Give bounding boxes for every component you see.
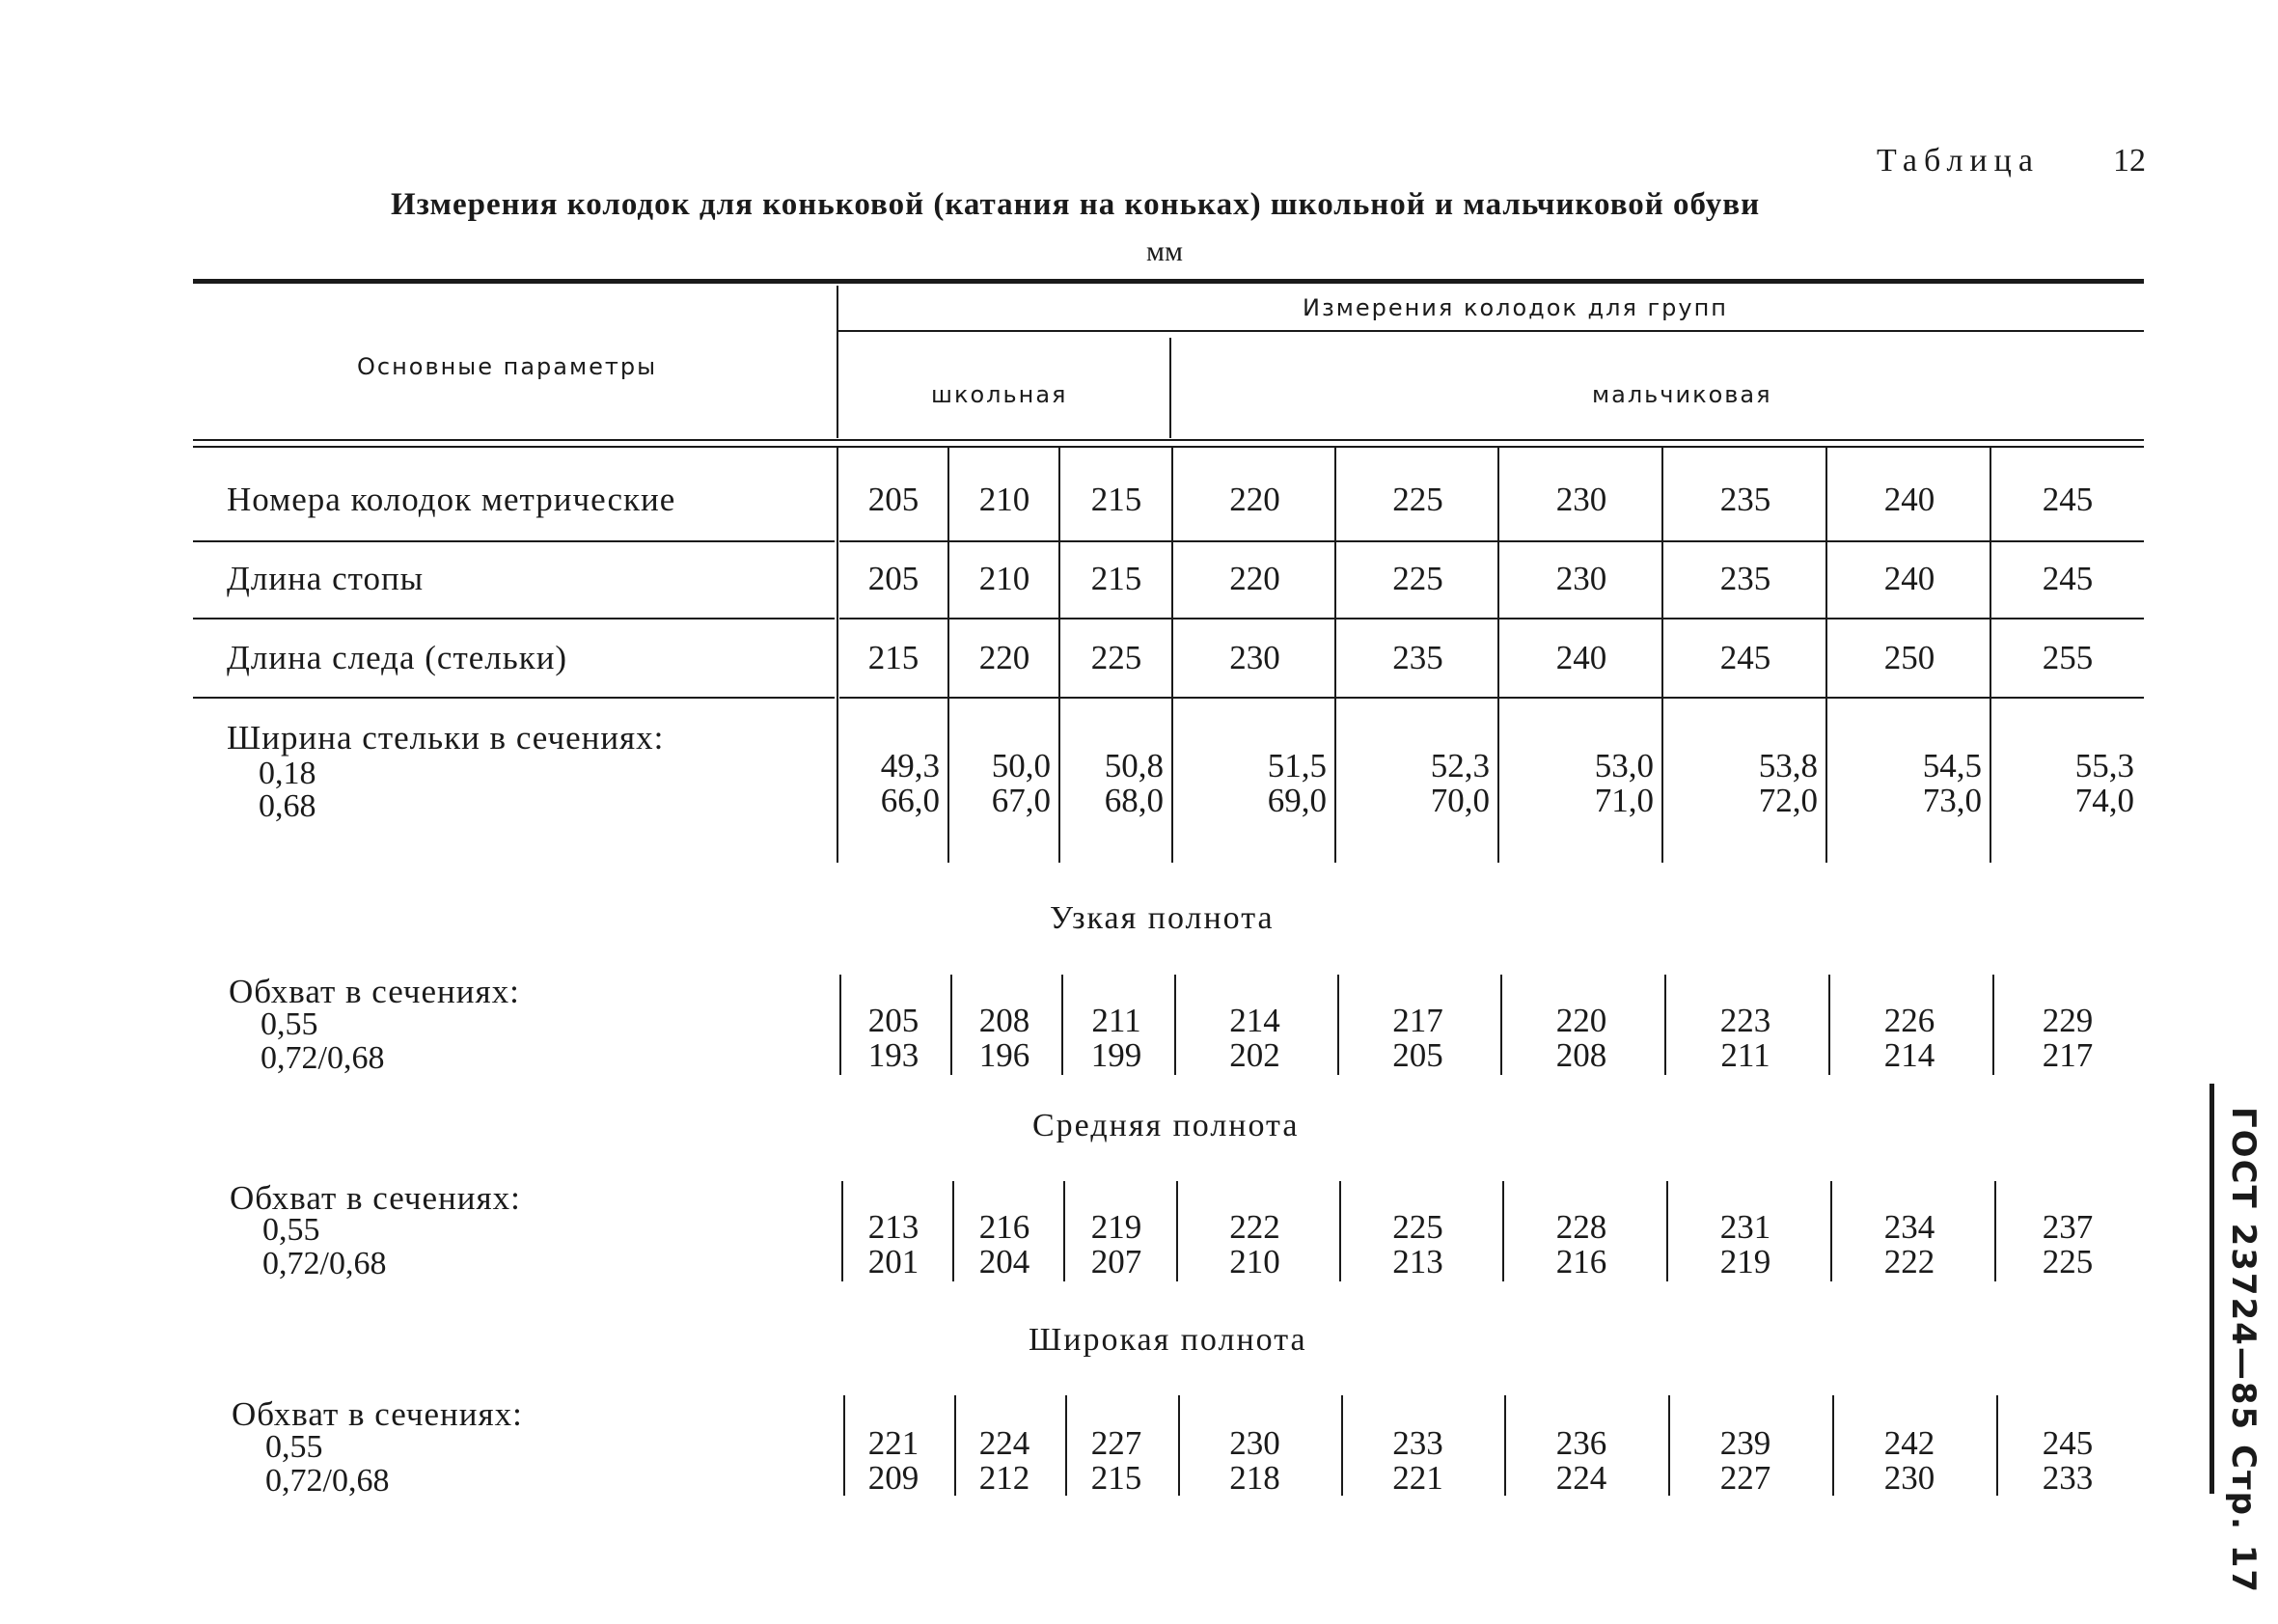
table-cell: 210 xyxy=(978,560,1030,597)
table-cell: 215 xyxy=(867,639,919,676)
side-bar xyxy=(2209,1084,2214,1494)
column-divider xyxy=(837,448,838,863)
column-divider xyxy=(1058,448,1060,863)
table-cell: 71,0 xyxy=(1594,782,1654,819)
table-cell: 216 xyxy=(978,1208,1030,1246)
table-cell: 202 xyxy=(1229,1036,1280,1074)
table-cell: 213 xyxy=(867,1208,919,1246)
table-cell: 222 xyxy=(1883,1243,1935,1280)
table-cell: 215 xyxy=(1090,560,1142,597)
table-cell: 220 xyxy=(978,639,1030,676)
table-cell: 231 xyxy=(1719,1208,1771,1246)
table-cell: 219 xyxy=(1090,1208,1142,1246)
top-rule xyxy=(193,279,2144,284)
table-cell: 51,5 xyxy=(1267,747,1327,784)
table-cell: 224 xyxy=(1555,1459,1607,1497)
row-rule xyxy=(839,618,2144,619)
table-cell: 73,0 xyxy=(1922,782,1982,819)
girth-sub-072: 0,72/0,68 xyxy=(262,1246,387,1281)
table-cell: 207 xyxy=(1090,1243,1142,1280)
params-header: Основные параметры xyxy=(357,353,658,380)
column-divider xyxy=(1171,448,1173,863)
table-cell: 196 xyxy=(978,1036,1030,1074)
side-running-header: ГОСТ 23724—85 Стр. 17 xyxy=(2224,1107,2263,1595)
column-divider xyxy=(1825,448,1827,863)
table-cell: 49,3 xyxy=(880,747,940,784)
table-cell: 245 xyxy=(2042,560,2094,597)
table-cell: 219 xyxy=(1719,1243,1771,1280)
section-title-wide: Широкая полнота xyxy=(1029,1322,1307,1358)
table-cell: 210 xyxy=(1229,1243,1280,1280)
table-cell: 67,0 xyxy=(991,782,1051,819)
units-label: мм xyxy=(1146,235,1183,267)
table-cell: 52,3 xyxy=(1430,747,1490,784)
table-cell: 201 xyxy=(867,1243,919,1280)
table-cell: 208 xyxy=(1555,1036,1607,1074)
table-cell: 211 xyxy=(1091,1002,1141,1039)
column-divider xyxy=(1497,448,1499,863)
table-cell: 212 xyxy=(978,1459,1030,1497)
row-label-insole-width: Ширина стельки в сечениях: xyxy=(227,719,665,757)
table-cell: 205 xyxy=(867,560,919,597)
column-divider xyxy=(947,448,949,863)
table-cell: 66,0 xyxy=(880,782,940,819)
table-cell: 220 xyxy=(1555,1002,1607,1039)
table-cell: 214 xyxy=(1883,1036,1935,1074)
row-rule xyxy=(193,618,835,619)
table-cell: 215 xyxy=(1090,1459,1142,1497)
table-cell: 213 xyxy=(1392,1243,1443,1280)
table-cell: 216 xyxy=(1555,1243,1607,1280)
table-cell: 226 xyxy=(1883,1002,1935,1039)
column-divider xyxy=(1990,448,1991,863)
table-cell: 224 xyxy=(978,1424,1030,1462)
girth-label: Обхват в сечениях: xyxy=(232,1395,523,1433)
section-title-narrow: Узкая полнота xyxy=(1050,900,1275,936)
table-cell: 222 xyxy=(1229,1208,1280,1246)
table-cell: 74,0 xyxy=(2074,782,2134,819)
table-cell: 223 xyxy=(1719,1002,1771,1039)
row-rule xyxy=(193,697,835,699)
girth-label: Обхват в сечениях: xyxy=(229,973,520,1010)
school-header: школьная xyxy=(931,381,1068,408)
table-cell: 245 xyxy=(2042,1424,2094,1462)
table-cell: 235 xyxy=(1719,481,1771,518)
table-cell: 53,0 xyxy=(1594,747,1654,784)
girth-sub-072: 0,72/0,68 xyxy=(261,1040,385,1076)
table-cell: 240 xyxy=(1883,560,1935,597)
table-cell: 69,0 xyxy=(1267,782,1327,819)
table-cell: 228 xyxy=(1555,1208,1607,1246)
table-cell: 205 xyxy=(867,1002,919,1039)
table-cell: 205 xyxy=(867,481,919,518)
table-cell: 211 xyxy=(1720,1036,1770,1074)
section-title-medium: Средняя полнота xyxy=(1032,1108,1300,1143)
table-cell: 215 xyxy=(1090,481,1142,518)
girth-sub-055: 0,55 xyxy=(262,1212,320,1248)
table-cell: 225 xyxy=(1392,560,1443,597)
table-cell: 214 xyxy=(1229,1002,1280,1039)
table-cell: 220 xyxy=(1229,560,1280,597)
row-rule xyxy=(193,540,835,542)
header-divider xyxy=(837,286,838,438)
girth-sub-072: 0,72/0,68 xyxy=(265,1463,390,1499)
row-rule xyxy=(839,697,2144,699)
table-cell: 245 xyxy=(1719,639,1771,676)
column-divider xyxy=(1334,448,1336,863)
table-label: Таблица xyxy=(1877,143,2040,179)
table-cell: 240 xyxy=(1883,481,1935,518)
girth-label: Обхват в сечениях: xyxy=(230,1179,521,1217)
table-cell: 68,0 xyxy=(1104,782,1164,819)
table-cell: 205 xyxy=(1392,1036,1443,1074)
table-cell: 50,0 xyxy=(991,747,1051,784)
table-cell: 210 xyxy=(978,481,1030,518)
table-cell: 236 xyxy=(1555,1424,1607,1462)
table-cell: 72,0 xyxy=(1758,782,1818,819)
table-cell: 235 xyxy=(1392,639,1443,676)
row-label-metric: Номера колодок метрические xyxy=(227,481,676,518)
table-cell: 50,8 xyxy=(1104,747,1164,784)
row-label-insole-length: Длина следа (стельки) xyxy=(227,639,568,676)
table-cell: 209 xyxy=(867,1459,919,1497)
header-bottom-rule-1 xyxy=(193,439,2144,441)
table-cell: 230 xyxy=(1229,639,1280,676)
table-cell: 237 xyxy=(2042,1208,2094,1246)
boys-header: мальчиковая xyxy=(1592,381,1772,408)
table-cell: 245 xyxy=(2042,481,2094,518)
table-cell: 230 xyxy=(1883,1459,1935,1497)
column-divider xyxy=(1661,448,1663,863)
table-cell: 193 xyxy=(867,1036,919,1074)
table-cell: 255 xyxy=(2042,639,2094,676)
school-boys-divider xyxy=(1169,338,1171,438)
table-cell: 70,0 xyxy=(1430,782,1490,819)
table-cell: 235 xyxy=(1719,560,1771,597)
table-cell: 234 xyxy=(1883,1208,1935,1246)
table-cell: 217 xyxy=(2042,1036,2094,1074)
table-cell: 233 xyxy=(1392,1424,1443,1462)
table-cell: 242 xyxy=(1883,1424,1935,1462)
table-cell: 230 xyxy=(1229,1424,1280,1462)
table-cell: 229 xyxy=(2042,1002,2094,1039)
table-cell: 199 xyxy=(1090,1036,1142,1074)
table-cell: 230 xyxy=(1555,481,1607,518)
table-cell: 218 xyxy=(1229,1459,1280,1497)
table-number: 12 xyxy=(2113,143,2146,179)
table-cell: 225 xyxy=(1090,639,1142,676)
table-cell: 239 xyxy=(1719,1424,1771,1462)
table-cell: 240 xyxy=(1555,639,1607,676)
table-cell: 220 xyxy=(1229,481,1280,518)
header-bottom-rule-2 xyxy=(193,446,2144,448)
girth-sub-055: 0,55 xyxy=(261,1006,318,1042)
table-cell: 230 xyxy=(1555,560,1607,597)
table-cell: 233 xyxy=(2042,1459,2094,1497)
table-cell: 221 xyxy=(1392,1459,1443,1497)
row-sub-068: 0,68 xyxy=(259,788,316,824)
row-sub-018: 0,18 xyxy=(259,756,316,791)
table-cell: 225 xyxy=(2042,1243,2094,1280)
table-cell: 227 xyxy=(1090,1424,1142,1462)
row-label-foot-length: Длина стопы xyxy=(227,560,425,597)
table-cell: 53,8 xyxy=(1758,747,1818,784)
group-header: Измерения колодок для групп xyxy=(1303,294,1728,321)
table-cell: 250 xyxy=(1883,639,1935,676)
group-rule xyxy=(838,330,2144,332)
table-cell: 221 xyxy=(867,1424,919,1462)
girth-sub-055: 0,55 xyxy=(265,1429,323,1465)
table-cell: 225 xyxy=(1392,481,1443,518)
table-cell: 55,3 xyxy=(2074,747,2134,784)
table-cell: 227 xyxy=(1719,1459,1771,1497)
table-cell: 225 xyxy=(1392,1208,1443,1246)
row-rule xyxy=(839,540,2144,542)
table-cell: 204 xyxy=(978,1243,1030,1280)
table-title: Измерения колодок для коньковой (катания на коньках) школьной и мальчиковой обуви xyxy=(391,187,1761,222)
table-cell: 208 xyxy=(978,1002,1030,1039)
table-cell: 54,5 xyxy=(1922,747,1982,784)
table-cell: 217 xyxy=(1392,1002,1443,1039)
